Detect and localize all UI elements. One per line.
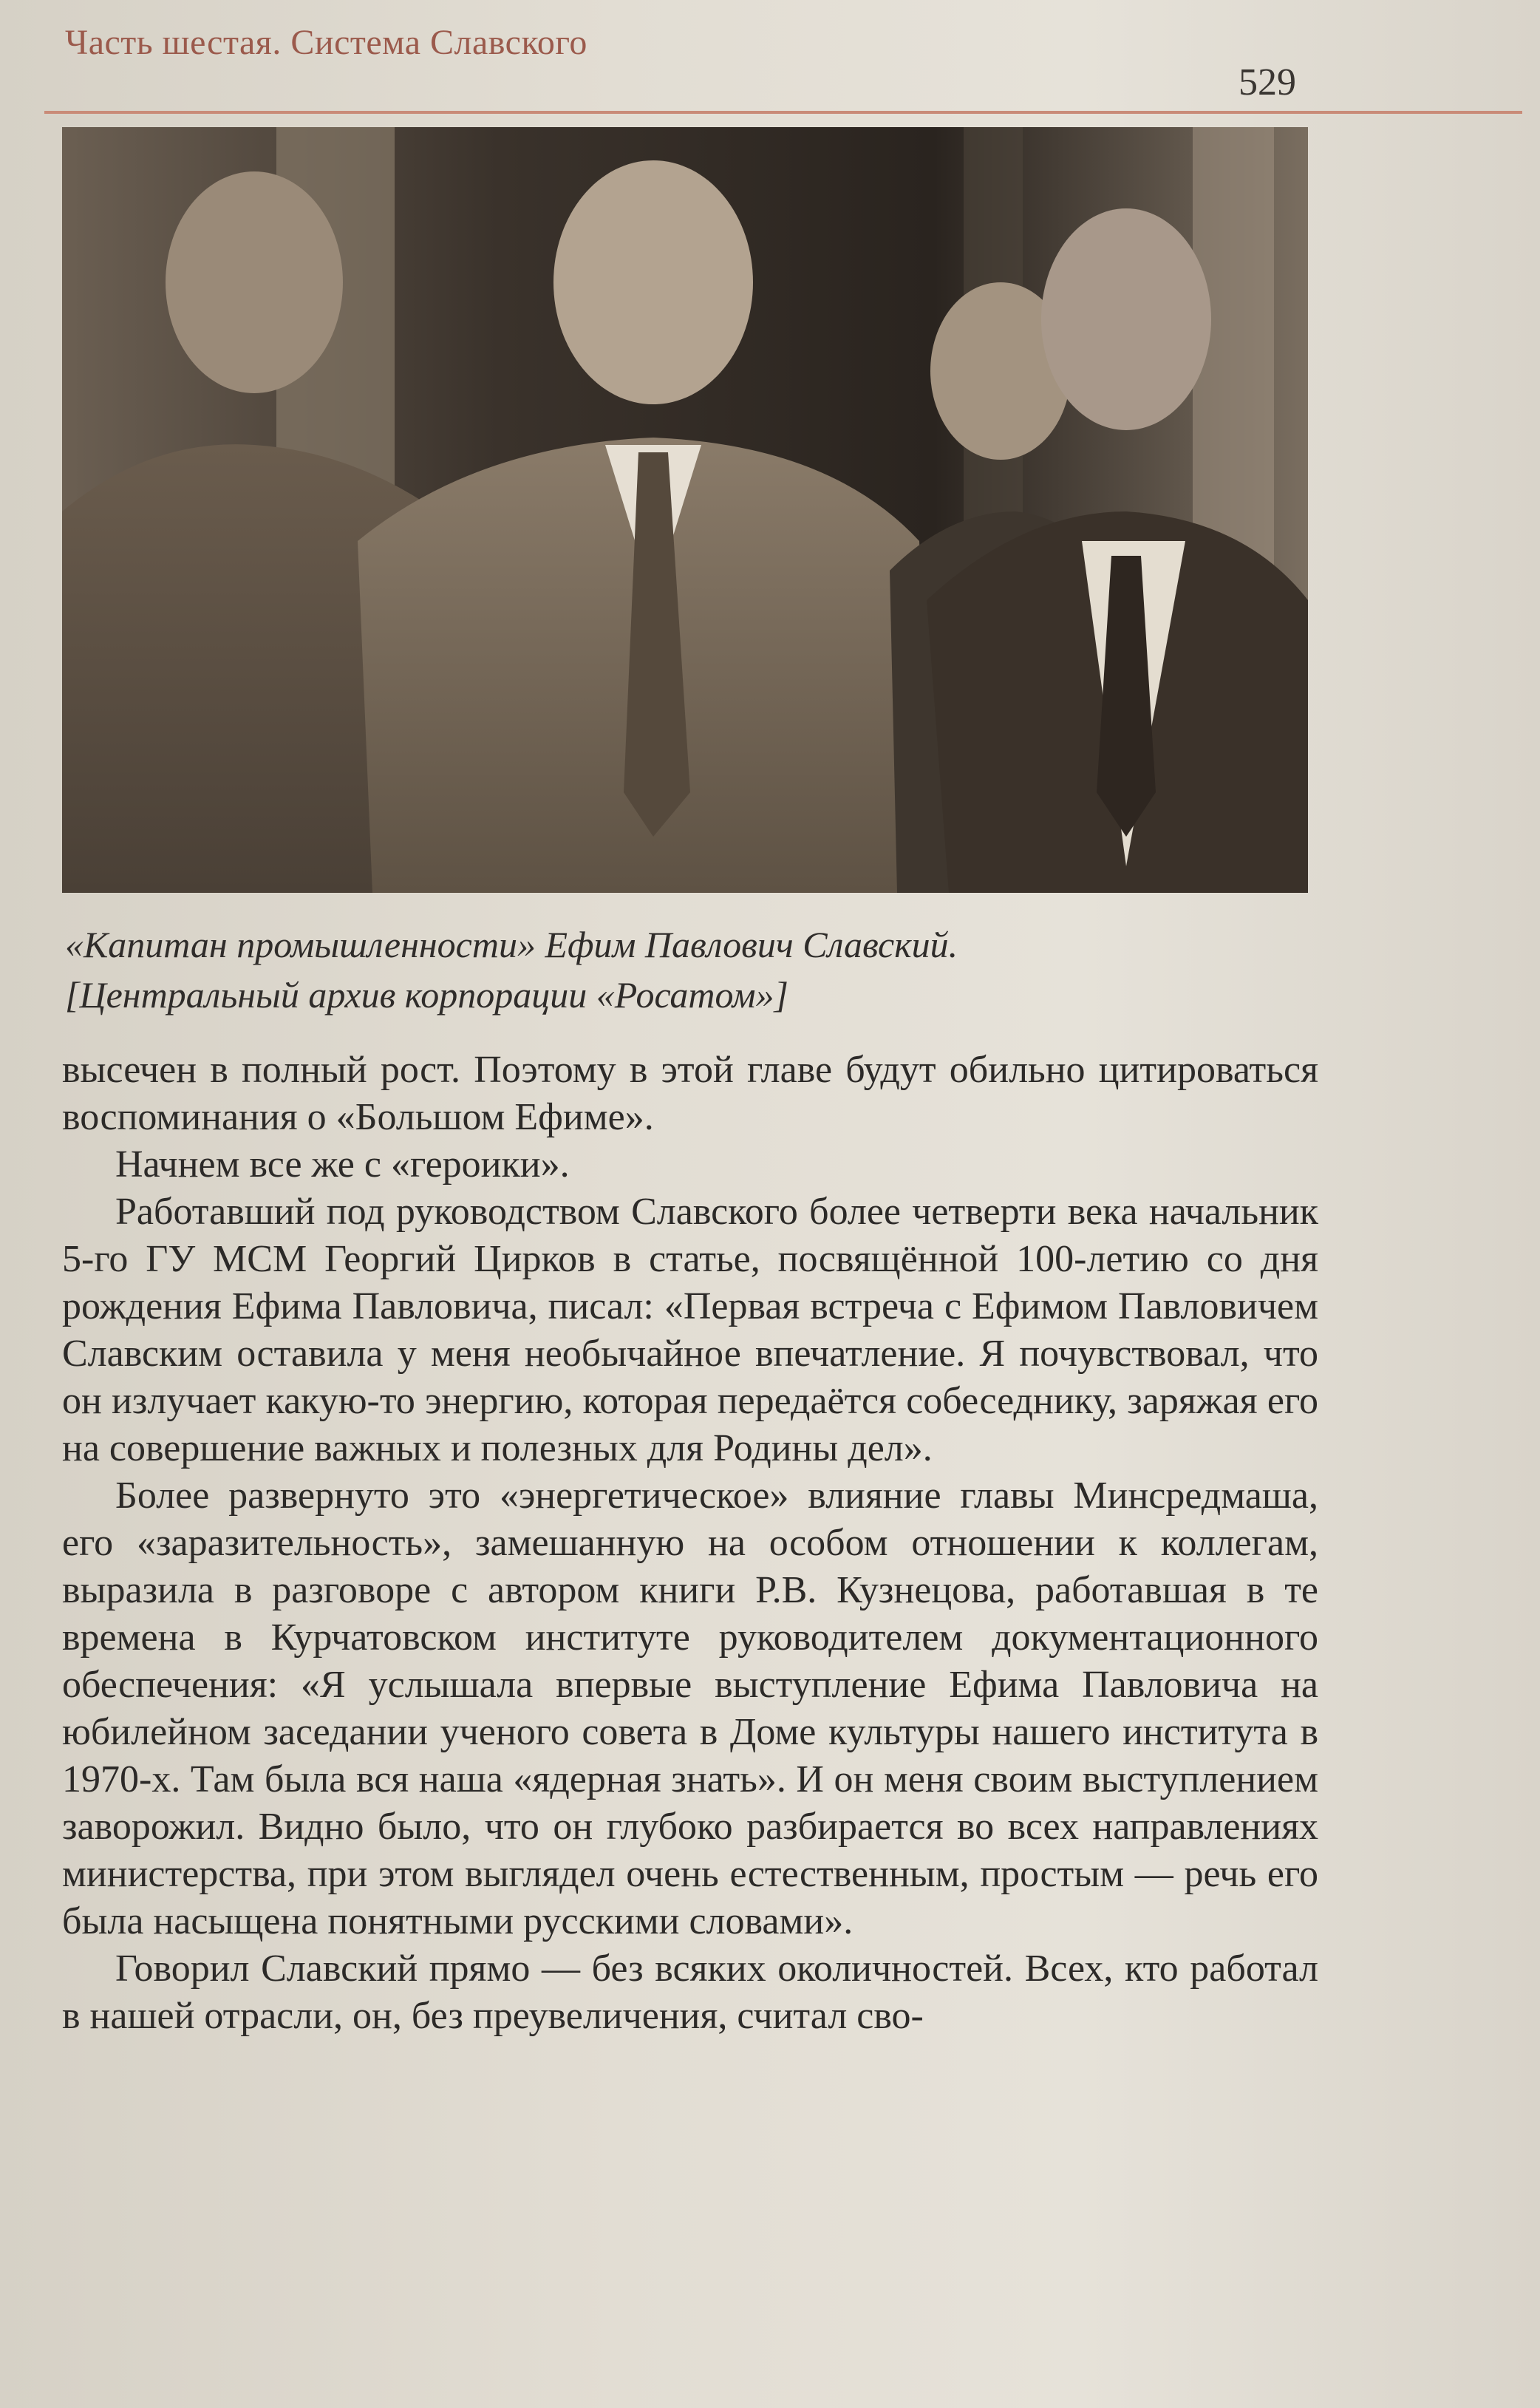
page-number: 529 (1239, 61, 1296, 103)
sepia-photo-illustration (62, 127, 1308, 893)
header-rule (44, 111, 1522, 114)
running-head: Часть шестая. Система Славского (65, 23, 587, 62)
paragraph-continuation: высечен в полный рост. Поэтому в этой главе будут обильно цитироваться воспоминания о «Большом Ефиме». (62, 1049, 1318, 1138)
caption-title: «Капитан промышленности» Ефим Павлович Славский. (65, 924, 958, 965)
body-text (62, 1047, 1318, 2040)
paragraph: Более развернуто это «энергетическое» влияние главы Минсредмаша, его «заразительность», замешанную на особом отношении к коллегам, выразила в разговоре с автором книги Р.В. Кузнецова, работавшая в те времена в Курчатовском институте руководителем документационного обеспечения: «Я услышала впервые выступление Ефима Павловича на юбилейном заседании ученого совета в Доме культуры нашего института в 1970-х. Там была вся наша «ядерная знать». И он меня своим выступлением заворожил. Видно было, что он глубоко разбирается во всех направлениях министерства, при этом выглядел очень естественным, простым — речь его была насыщена понятными русскими словами». (62, 1475, 1318, 1942)
archival-photograph (62, 127, 1308, 893)
caption-source: [Центральный архив корпорации «Росатом»] (65, 974, 788, 1016)
photo-caption (65, 919, 1336, 1020)
paragraph: Работавший под руководством Славского более четверти века начальник 5-го ГУ МСМ Георгий Цирков в статье, посвящённой 100-летию со дня рождения Ефима Павловича, писал: «Первая встреча с Ефимом Павловичем Славским оставила у меня необычайное впечатление. Я почувствовал, что он излучает какую-то энергию, которая передаётся собеседнику, заряжая его на совершение важных и полезных для Родины дел». (62, 1191, 1318, 1469)
paragraph: Говорил Славский прямо — без всяких околичностей. Всех, кто работал в нашей отрасли, он, без преувеличения, считал сво- (62, 1948, 1318, 2037)
paragraph: Начнем все же с «героики». (115, 1143, 570, 1186)
